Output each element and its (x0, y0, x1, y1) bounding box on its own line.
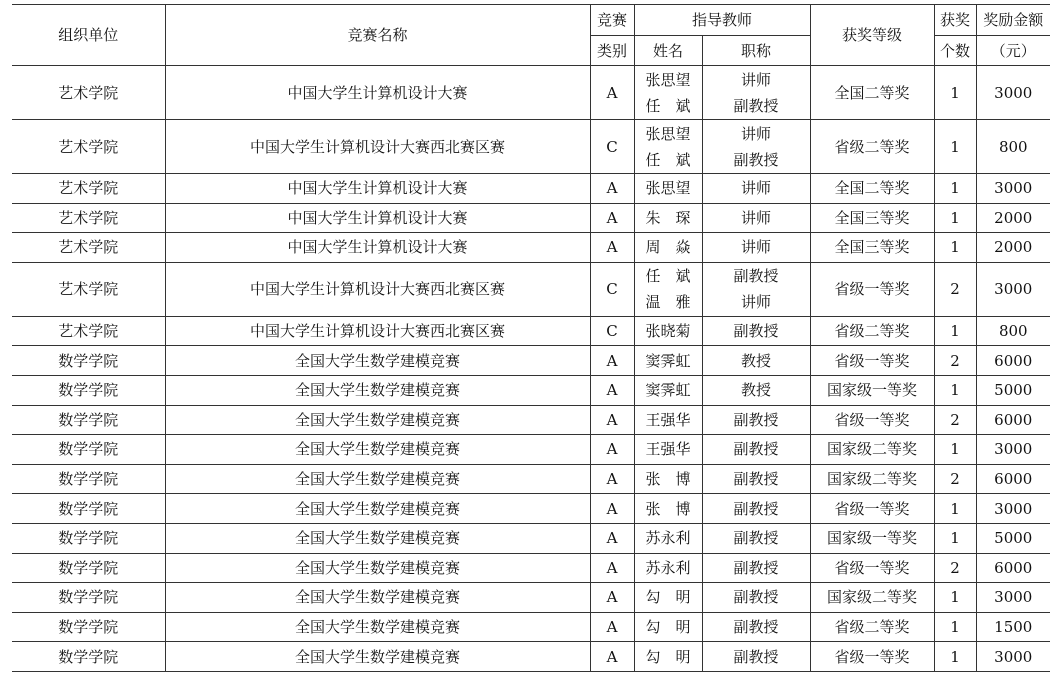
cell-category: A (590, 583, 634, 613)
cell-category: A (590, 553, 634, 583)
cell-count: 2 (934, 405, 976, 435)
cell-amount: 6000 (976, 464, 1050, 494)
advisor-title: 讲师 (741, 70, 772, 89)
cell-award-level: 全国二等奖 (810, 174, 934, 204)
table-row (12, 120, 1050, 174)
cell-advisor-title: 教授 (702, 346, 810, 376)
cell-advisor-title: 讲师 (702, 233, 810, 263)
cell-amount: 5000 (976, 375, 1050, 405)
cell-count: 1 (934, 494, 976, 524)
header-category-bottom: 类别 (590, 36, 634, 66)
cell-award-level: 全国三等奖 (810, 233, 934, 263)
table-row (12, 464, 1050, 494)
cell-count: 1 (934, 612, 976, 642)
table-row (12, 66, 1050, 120)
cell-advisor-titles (702, 66, 810, 120)
advisor-title: 讲师 (741, 124, 772, 143)
cell-award-level: 国家级二等奖 (810, 583, 934, 613)
cell-advisor-title: 副教授 (702, 642, 810, 672)
cell-category: A (590, 375, 634, 405)
cell-award-level: 全国二等奖 (810, 66, 934, 120)
cell-count: 1 (934, 66, 976, 120)
cell-award-level: 省级一等奖 (810, 346, 934, 376)
cell-advisor-name: 勾 明 (634, 642, 702, 672)
cell-amount: 3000 (976, 262, 1050, 316)
cell-org: 艺术学院 (12, 316, 165, 346)
cell-category: A (590, 346, 634, 376)
advisor-title: 讲师 (741, 293, 772, 312)
advisor-name: 温 雅 (645, 293, 691, 312)
cell-competition: 中国大学生计算机设计大赛 (165, 66, 590, 120)
cell-advisor-names (634, 262, 702, 316)
cell-advisor-title: 副教授 (702, 316, 810, 346)
advisor-name: 任 斌 (645, 150, 691, 169)
cell-amount: 1500 (976, 612, 1050, 642)
advisor-name: 任 斌 (645, 267, 691, 286)
table-body (12, 66, 1050, 672)
table-row (12, 316, 1050, 346)
cell-advisor-name: 张 博 (634, 494, 702, 524)
cell-advisor-title: 讲师 (702, 203, 810, 233)
cell-competition: 全国大学生数学建模竞赛 (165, 405, 590, 435)
cell-advisor-title: 副教授 (702, 553, 810, 583)
table-row (12, 612, 1050, 642)
table-row (12, 642, 1050, 672)
cell-org: 艺术学院 (12, 203, 165, 233)
cell-category: A (590, 435, 634, 465)
cell-competition: 全国大学生数学建模竞赛 (165, 583, 590, 613)
cell-competition: 全国大学生数学建模竞赛 (165, 464, 590, 494)
cell-count: 1 (934, 523, 976, 553)
cell-award-level: 省级二等奖 (810, 316, 934, 346)
cell-amount: 6000 (976, 405, 1050, 435)
cell-category: A (590, 612, 634, 642)
cell-category: A (590, 66, 634, 120)
cell-competition: 全国大学生数学建模竞赛 (165, 642, 590, 672)
cell-competition: 全国大学生数学建模竞赛 (165, 523, 590, 553)
cell-org: 数学学院 (12, 612, 165, 642)
cell-count: 1 (934, 174, 976, 204)
cell-competition: 中国大学生计算机设计大赛 (165, 233, 590, 263)
table-row (12, 262, 1050, 316)
cell-category: A (590, 174, 634, 204)
cell-competition: 全国大学生数学建模竞赛 (165, 494, 590, 524)
cell-category: A (590, 233, 634, 263)
cell-award-level: 省级一等奖 (810, 494, 934, 524)
table-row (12, 405, 1050, 435)
cell-award-level: 省级一等奖 (810, 405, 934, 435)
header-competition-name: 竞赛名称 (165, 5, 590, 66)
cell-advisor-name: 周 焱 (634, 233, 702, 263)
cell-count: 1 (934, 120, 976, 174)
cell-amount: 6000 (976, 346, 1050, 376)
cell-org: 数学学院 (12, 405, 165, 435)
cell-advisor-title: 讲师 (702, 174, 810, 204)
cell-competition: 全国大学生数学建模竞赛 (165, 612, 590, 642)
table-row (12, 523, 1050, 553)
cell-competition: 中国大学生计算机设计大赛西北赛区赛 (165, 316, 590, 346)
cell-advisor-name: 张晓菊 (634, 316, 702, 346)
cell-count: 1 (934, 316, 976, 346)
cell-count: 2 (934, 346, 976, 376)
cell-amount: 3000 (976, 435, 1050, 465)
cell-amount: 2000 (976, 233, 1050, 263)
header-amount-top: 奖励金额 (976, 5, 1050, 36)
table-row (12, 494, 1050, 524)
header-amount-bottom: （元） (976, 36, 1050, 66)
cell-advisor-name: 勾 明 (634, 612, 702, 642)
advisor-title: 副教授 (733, 267, 779, 286)
table-row (12, 346, 1050, 376)
award-table (12, 4, 1050, 672)
cell-amount: 800 (976, 120, 1050, 174)
cell-competition: 全国大学生数学建模竞赛 (165, 375, 590, 405)
cell-competition: 中国大学生计算机设计大赛 (165, 174, 590, 204)
cell-advisor-name: 苏永利 (634, 553, 702, 583)
advisor-title: 副教授 (733, 150, 779, 169)
cell-count: 2 (934, 464, 976, 494)
cell-category: C (590, 120, 634, 174)
cell-org: 数学学院 (12, 642, 165, 672)
table-row (12, 583, 1050, 613)
cell-advisor-name: 张思望 (634, 174, 702, 204)
cell-competition: 全国大学生数学建模竞赛 (165, 346, 590, 376)
cell-amount: 800 (976, 316, 1050, 346)
table-row (12, 553, 1050, 583)
table-row (12, 435, 1050, 465)
cell-advisor-name: 勾 明 (634, 583, 702, 613)
cell-amount: 3000 (976, 494, 1050, 524)
cell-org: 数学学院 (12, 435, 165, 465)
cell-advisor-name: 张 博 (634, 464, 702, 494)
cell-category: A (590, 494, 634, 524)
advisor-name: 张思望 (645, 70, 691, 89)
cell-award-level: 国家级二等奖 (810, 435, 934, 465)
cell-amount: 3000 (976, 583, 1050, 613)
cell-competition: 中国大学生计算机设计大赛西北赛区赛 (165, 262, 590, 316)
cell-category: C (590, 262, 634, 316)
header-advisor: 指导教师 (634, 5, 810, 36)
cell-advisor-title: 副教授 (702, 494, 810, 524)
cell-advisor-title: 副教授 (702, 464, 810, 494)
cell-category: A (590, 464, 634, 494)
cell-advisor-name: 朱 琛 (634, 203, 702, 233)
cell-amount: 3000 (976, 174, 1050, 204)
header-count-top: 获奖 (934, 5, 976, 36)
advisor-name: 张思望 (645, 124, 691, 143)
cell-amount: 6000 (976, 553, 1050, 583)
cell-advisor-title: 副教授 (702, 523, 810, 553)
cell-award-level: 国家级一等奖 (810, 375, 934, 405)
header-org: 组织单位 (12, 5, 165, 66)
table-row (12, 174, 1050, 204)
cell-org: 艺术学院 (12, 174, 165, 204)
header-count-bottom: 个数 (934, 36, 976, 66)
cell-count: 1 (934, 233, 976, 263)
cell-count: 2 (934, 262, 976, 316)
cell-category: A (590, 523, 634, 553)
cell-org: 数学学院 (12, 523, 165, 553)
cell-org: 艺术学院 (12, 66, 165, 120)
advisor-title: 副教授 (733, 96, 779, 115)
cell-award-level: 省级二等奖 (810, 612, 934, 642)
advisor-name: 任 斌 (645, 96, 691, 115)
cell-advisor-name: 窦霁虹 (634, 375, 702, 405)
cell-advisor-names (634, 120, 702, 174)
cell-count: 1 (934, 583, 976, 613)
cell-category: C (590, 316, 634, 346)
cell-advisor-name: 窦霁虹 (634, 346, 702, 376)
cell-award-level: 省级一等奖 (810, 262, 934, 316)
cell-org: 数学学院 (12, 583, 165, 613)
cell-org: 艺术学院 (12, 262, 165, 316)
award-table-container (12, 4, 1050, 672)
cell-org: 数学学院 (12, 553, 165, 583)
cell-award-level: 省级一等奖 (810, 553, 934, 583)
cell-advisor-title: 副教授 (702, 583, 810, 613)
cell-award-level: 全国三等奖 (810, 203, 934, 233)
cell-award-level: 省级一等奖 (810, 642, 934, 672)
cell-award-level: 省级二等奖 (810, 120, 934, 174)
header-advisor-title: 职称 (702, 36, 810, 66)
cell-org: 数学学院 (12, 375, 165, 405)
cell-count: 1 (934, 375, 976, 405)
cell-count: 1 (934, 642, 976, 672)
cell-award-level: 国家级二等奖 (810, 464, 934, 494)
cell-amount: 2000 (976, 203, 1050, 233)
cell-count: 1 (934, 203, 976, 233)
cell-advisor-title: 副教授 (702, 612, 810, 642)
cell-advisor-titles (702, 262, 810, 316)
cell-advisor-title: 副教授 (702, 435, 810, 465)
cell-competition: 全国大学生数学建模竞赛 (165, 553, 590, 583)
cell-advisor-name: 苏永利 (634, 523, 702, 553)
cell-category: A (590, 203, 634, 233)
cell-competition: 中国大学生计算机设计大赛 (165, 203, 590, 233)
cell-org: 数学学院 (12, 346, 165, 376)
cell-amount: 5000 (976, 523, 1050, 553)
cell-competition: 全国大学生数学建模竞赛 (165, 435, 590, 465)
header-advisor-name: 姓名 (634, 36, 702, 66)
cell-org: 艺术学院 (12, 233, 165, 263)
cell-org: 艺术学院 (12, 120, 165, 174)
cell-org: 数学学院 (12, 494, 165, 524)
cell-advisor-name: 王强华 (634, 405, 702, 435)
cell-org: 数学学院 (12, 464, 165, 494)
cell-advisor-title: 副教授 (702, 405, 810, 435)
cell-amount: 3000 (976, 642, 1050, 672)
cell-advisor-title: 教授 (702, 375, 810, 405)
cell-award-level: 国家级一等奖 (810, 523, 934, 553)
cell-category: A (590, 642, 634, 672)
header-category-top: 竞赛 (590, 5, 634, 36)
cell-advisor-titles (702, 120, 810, 174)
table-row (12, 375, 1050, 405)
cell-advisor-name: 王强华 (634, 435, 702, 465)
table-row (12, 233, 1050, 263)
header-award-level: 获奖等级 (810, 5, 934, 66)
cell-count: 2 (934, 553, 976, 583)
cell-competition: 中国大学生计算机设计大赛西北赛区赛 (165, 120, 590, 174)
cell-category: A (590, 405, 634, 435)
cell-advisor-names (634, 66, 702, 120)
cell-amount: 3000 (976, 66, 1050, 120)
cell-count: 1 (934, 435, 976, 465)
table-row (12, 203, 1050, 233)
